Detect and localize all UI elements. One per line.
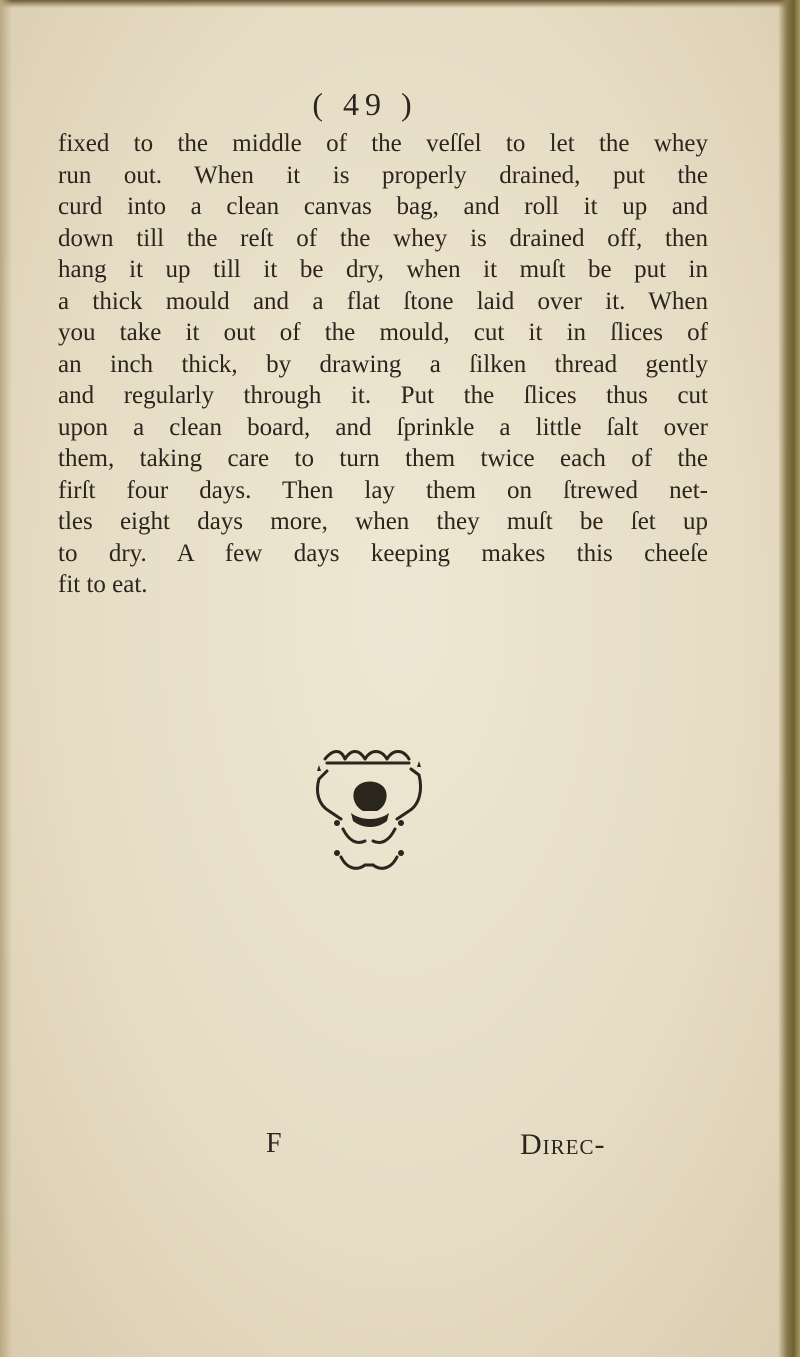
text-line: and regularly through it. Put the ſlices thus cut	[58, 382, 708, 409]
body-text	[58, 128, 708, 601]
page-number: ( 49 )	[312, 86, 418, 122]
text-line: upon a clean board, and ſprinkle a little ſalt over	[58, 413, 708, 441]
page-footer	[0, 1128, 800, 1168]
text-line: fit to eat.	[58, 571, 148, 598]
text-line: them, taking care to turn them twice each of the	[58, 445, 708, 472]
text-line: hang it up till it be dry, when it muſt be put in	[58, 256, 708, 283]
signature-mark: F	[266, 1128, 282, 1159]
text-line: tles eight days more, when they muſt be ſet up	[58, 508, 708, 535]
printer-ornament-icon	[305, 745, 435, 895]
text-line: a thick mould and a flat ſtone laid over it. When	[58, 287, 708, 315]
text-line: fixed to the middle of the veſſel to let the whey	[58, 130, 708, 157]
text-line: down till the reſt of the whey is drained off, then	[58, 224, 708, 252]
catchword: Direc-	[520, 1128, 606, 1161]
text-line: curd into a clean canvas bag, and roll it up and	[58, 193, 708, 220]
text-line: to dry. A few days keeping makes this cheeſe	[58, 539, 708, 567]
text-line: you take it out of the mould, cut it in ſlices of	[58, 319, 708, 346]
page-top-edge	[0, 0, 800, 8]
text-line: firſt four days. Then lay them on ſtrewed net-	[58, 476, 708, 504]
text-line: an inch thick, by drawing a ſilken thread gently	[58, 350, 708, 378]
text-line: run out. When it is properly drained, put the	[58, 161, 708, 189]
